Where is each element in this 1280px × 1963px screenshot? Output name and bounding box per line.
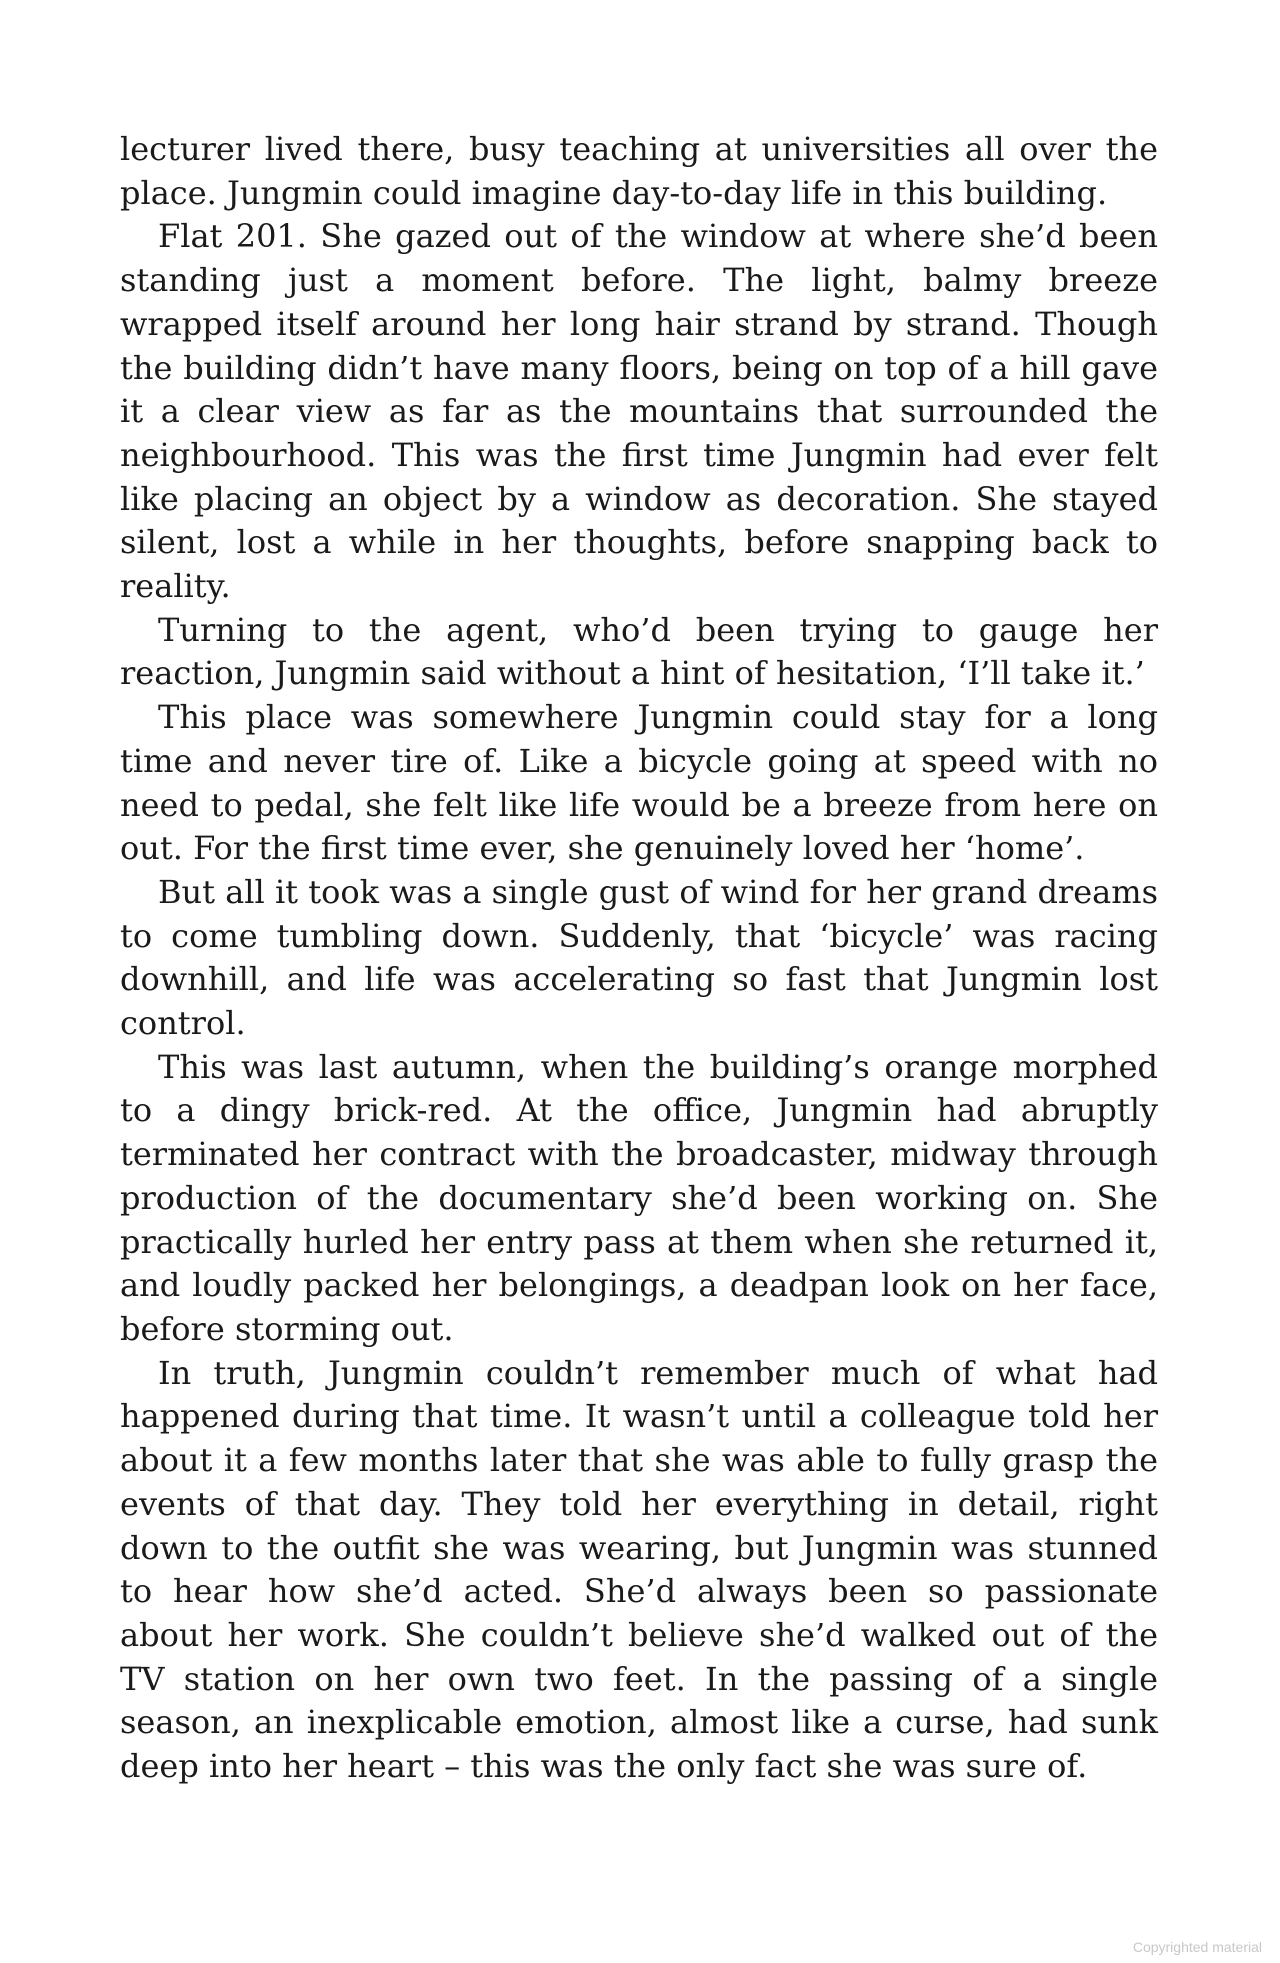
paragraph: This place was somewhere Jungmin could stay for a long time and never tire of. Like a bicycle going at speed with no need to pedal, she felt like life would be a breeze from here on out. For the first time ever, she genuinely loved her ‘home’. <box>120 698 1158 868</box>
page-body <box>120 128 1158 1789</box>
paragraph: In truth, Jungmin couldn’t remember much of what had happened during that time. It wasn’t until a colleague told her about it a few months later that she was able to fully grasp the events of that day. They told her everything in detail, right down to the outfit she was wearing, but Jungmin was stunned to hear how she’d acted. She’d always been so passionate about her work. She couldn’t believe she’d walked out of the TV station on her own two feet. In the passing of a single season, an inexplicable emotion, almost like a curse, had sunk deep into her heart – this was the only fact she was sure of. <box>120 1353 1158 1786</box>
paragraph: lecturer lived there, busy teaching at universities all over the place. Jungmin could imagine day-to-day life in this building. <box>120 130 1158 212</box>
paragraph: Flat 201. She gazed out of the window at where she’d been standing just a moment before. The light, balmy breeze wrapped itself around her long hair strand by strand. Though the building didn’t have many floors, being on top of a hill gave it a clear view as far as the mountains that surrounded the neighbourhood. This was the first time Jungmin had ever felt like placing an object by a window as decoration. She stayed silent, lost a while in her thoughts, before snapping back to reality. <box>120 217 1158 606</box>
copyright-watermark: Copyrighted material <box>1132 1939 1262 1955</box>
paragraph: Turning to the agent, who’d been trying to gauge her reaction, Jungmin said without a hint of hesitation, ‘I’ll take it.’ <box>120 610 1158 693</box>
paragraph: But all it took was a single gust of wind for her grand dreams to come tumbling down. Suddenly, that ‘bicycle’ was racing downhill, and life was accelerating so fast that Jungmin lost control. <box>120 872 1158 1043</box>
paragraph: This was last autumn, when the building’s orange morphed to a dingy brick-red. At the office, Jungmin had abruptly terminated her contract with the broadcaster, midway through production of the documentary she’d been working on. She practically hurled her entry pass at them when she returned it, and loudly packed her belongings, a deadpan look on her face, before storming out. <box>120 1047 1158 1348</box>
